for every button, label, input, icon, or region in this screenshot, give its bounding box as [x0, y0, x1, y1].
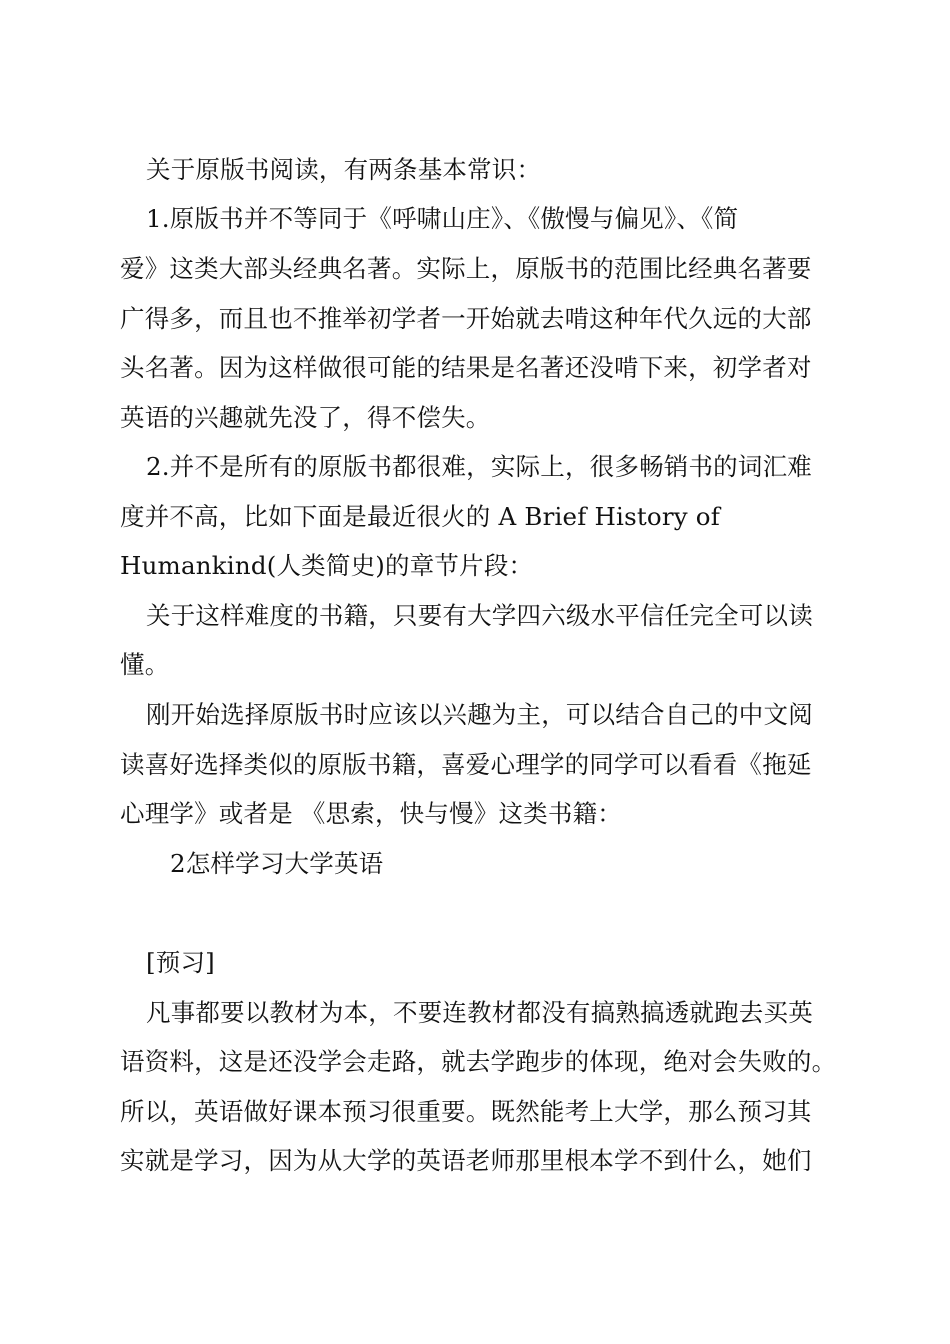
paragraph-point-1-line-3: 广得多，而且也不推举初学者一开始就去啃这种年代久远的大部: [120, 304, 812, 333]
paragraph-point-2-line-1: 2.并不是所有的原版书都很难，实际上，很多畅销书的词汇难: [146, 452, 812, 481]
paragraph-point-1-line-1: 1.原版书并不等同于《呼啸山庄》、《傲慢与偏见》、《简: [146, 204, 739, 233]
paragraph-difficulty-line-1: 关于这样难度的书籍，只要有大学四六级水平信任完全可以读: [146, 601, 813, 630]
paragraph-point-1-line-5: 英语的兴趣就先没了，得不偿失。: [120, 403, 491, 432]
paragraph-preview-line-4: 实就是学习，因为从大学的英语老师那里根本学不到什么，她们: [120, 1146, 812, 1175]
paragraph-difficulty-line-2: 懂。: [120, 650, 170, 679]
paragraph-preview-line-1: 凡事都要以教材为本，不要连教材都没有搞熟搞透就跑去买英: [146, 998, 813, 1027]
paragraph-selection-line-1: 刚开始选择原版书时应该以兴趣为主，可以结合自己的中文阅: [146, 700, 813, 729]
paragraph-point-1-line-2: 爱》这类大部头经典名著。实际上，原版书的范围比经典名著要: [120, 254, 812, 283]
paragraph-point-2-line-3: Humankind(人类简史)的章节片段：: [120, 551, 534, 580]
paragraph-selection-line-2: 读喜好选择类似的原版书籍，喜爱心理学的同学可以看看《拖延: [120, 750, 812, 779]
section-heading: 2怎样学习大学英语: [170, 849, 384, 878]
paragraph-preview-line-2: 语资料，这是还没学会走路，就去学跑步的体现，绝对会失败的。: [120, 1047, 837, 1076]
paragraph-point-2-line-2: 度并不高，比如下面是最近很火的 A Brief History of: [120, 502, 721, 531]
paragraph-selection-line-3: 心理学》或者是 《思索，快与慢》这类书籍：: [120, 799, 622, 828]
paragraph-intro: 关于原版书阅读，有两条基本常识：: [146, 155, 542, 184]
paragraph-preview-line-3: 所以，英语做好课本预习很重要。既然能考上大学，那么预习其: [120, 1097, 812, 1126]
subheading-preview: [预习]: [146, 948, 215, 977]
paragraph-point-1-line-4: 头名著。因为这样做很可能的结果是名著还没啃下来，初学者对: [120, 353, 812, 382]
